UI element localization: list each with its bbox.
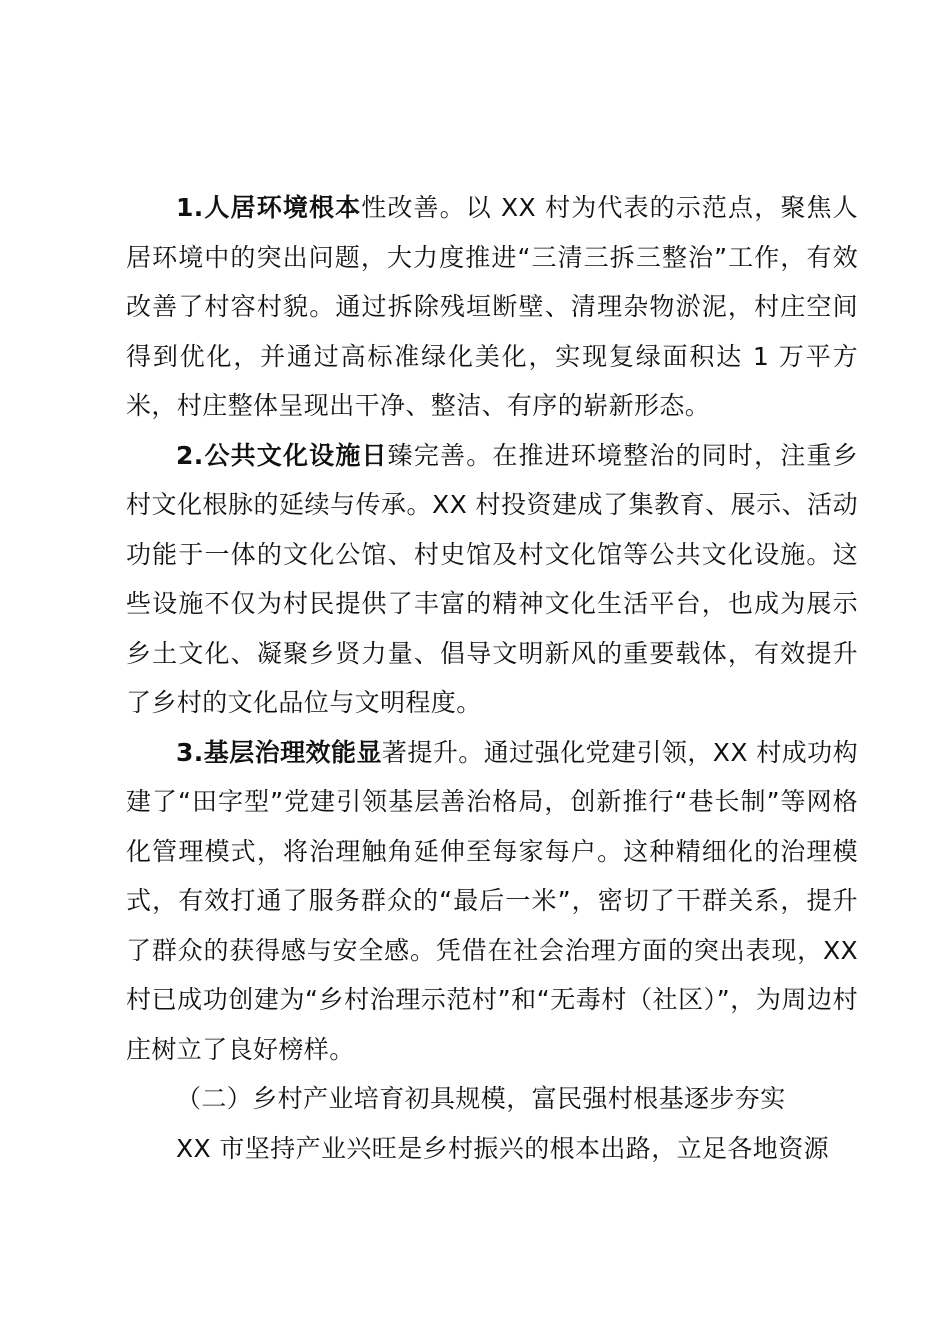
paragraph-living-environment [126, 183, 858, 431]
paragraph-public-culture [126, 431, 858, 728]
section-heading: （二）乡村产业培育初具规模，富民强村根基逐步夯实 [176, 1084, 786, 1113]
document-page [126, 183, 858, 1173]
paragraph-industry: XX 市坚持产业兴旺是乡村振兴的根本出路，立足各地资源 [176, 1133, 830, 1163]
paragraph-governance [126, 728, 858, 1075]
paragraph-text: 性改善。以 XX 村为代表的示范点，聚焦人居环境中的突出问题，大力度推进“三清三拆三整治”工作，有效改善了村容村貌。通过拆除残垣断壁、清理杂物淤泥，村庄空间得到优化，并通过高标准绿化美化，实现复绿面积达 1 万平方米，村庄整体呈现出干净、整洁、有序的崭新形态。 [126, 193, 858, 420]
paragraph-text: 著提升。通过强化党建引领，XX 村成功构建了“田字型”党建引领基层善治格局，创新推行“巷长制”等网格化管理模式，将治理触角延伸至每家每户。这种精细化的治理模式，有效打通了服务群众的“最后一米”，密切了干群关系，提升了群众的获得感与安全感。凭借在社会治理方面的突出表现，XX 村已成功创建为“乡村治理示范村”和“无毒村（社区）”，为周边村庄树立了良好榜样。 [126, 737, 859, 1064]
paragraph-lead: 3.基层治理效能显 [176, 737, 382, 767]
paragraph-text: 臻完善。在推进环境整治的同时，注重乡村文化根脉的延续与传承。XX 村投资建成了集教育、展示、活动功能于一体的文化公馆、村史馆及村文化馆等公共文化设施。这些设施不仅为村民提供了丰富的精神文化生活平台，也成为展示乡土文化、凝聚乡贤力量、倡导文明新风的重要载体，有效提升了乡村的文化品位与文明程度。 [126, 440, 858, 717]
paragraph-lead: 1.人居环境根本 [176, 193, 362, 222]
paragraph-lead: 2.公共文化设施日 [176, 440, 388, 470]
